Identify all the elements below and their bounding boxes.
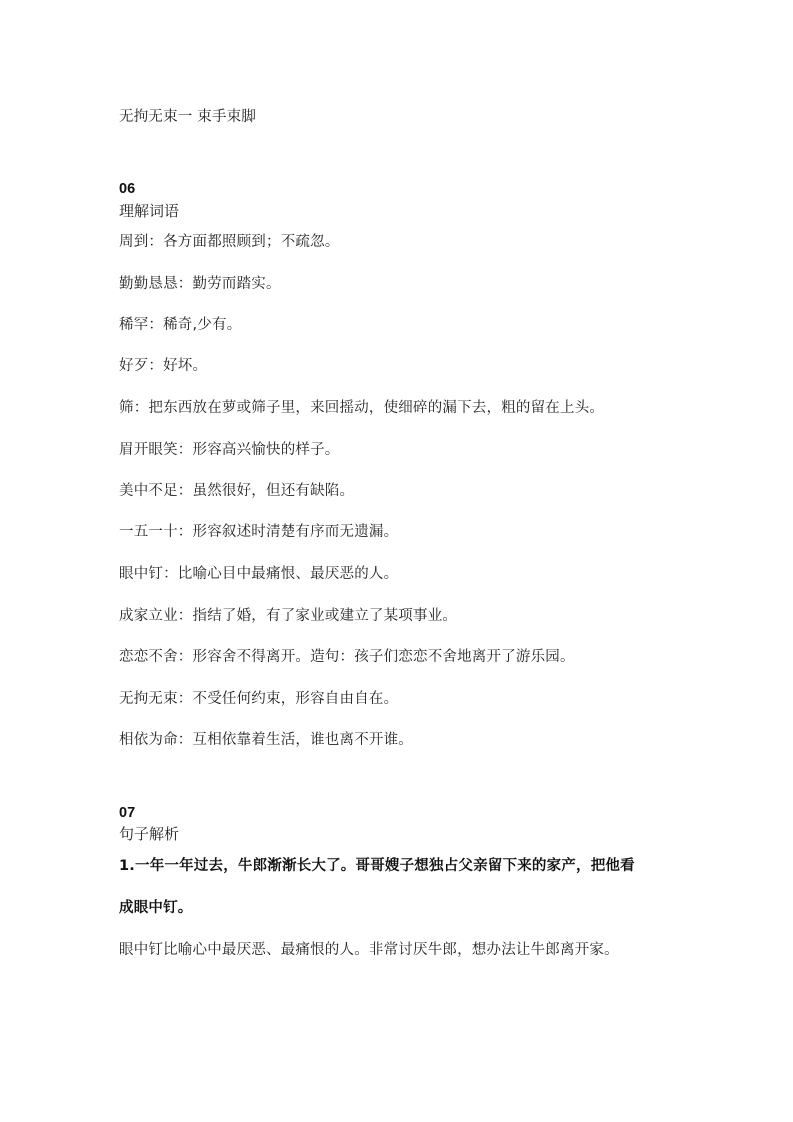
word-entry: 一五一十：形容叙述时清楚有序而无遗漏。 (119, 524, 399, 540)
word-entry: 稀罕：稀奇,少有。 (119, 317, 242, 333)
word-entry: 成家立业：指结了婚，有了家业或建立了某项事业。 (119, 608, 458, 624)
section-title-understand-words: 理解词语 (119, 202, 180, 220)
word-entry: 相依为命：互相依靠着生活，谁也离不开谁。 (119, 732, 413, 748)
word-entry: 勤勤恳恳：勤劳而踏实。 (119, 276, 281, 292)
word-entry: 美中不足：虽然很好，但还有缺陷。 (119, 483, 355, 499)
word-entry: 眼中钉：比喻心目中最痛恨、最厌恶的人。 (119, 566, 399, 582)
section-number-06: 06 (119, 181, 136, 197)
word-entry: 眉开眼笑：形容高兴愉快的样子。 (119, 442, 340, 458)
word-entry: 恋恋不舍：形容舍不得离开。造句：孩子们恋恋不舍地离开了游乐园。 (119, 649, 575, 665)
word-entry: 周到：各方面都照顾到；不疏忽。 (119, 234, 340, 250)
section-number-07: 07 (119, 805, 136, 821)
section-title-sentence-analysis: 句子解析 (119, 825, 180, 843)
sentence-line: 1.一年一年过去，牛郎渐渐长大了。哥哥嫂子想独占父亲留下来的家产，把他看 (119, 858, 635, 874)
sentence-explanation: 眼中钉比喻心中最厌恶、最痛恨的人。非常讨厌牛郎，想办法让牛郎离开家。 (119, 942, 619, 958)
word-entry: 无拘无束：不受任何约束，形容自由自在。 (119, 691, 399, 707)
intro-line: 无拘无束一 束手束脚 (119, 109, 257, 125)
word-entry: 筛：把东西放在萝或筛子里，来回摇动，使细碎的漏下去，粗的留在上头。 (119, 400, 605, 416)
sentence-line: 成眼中钉。 (119, 900, 193, 916)
word-entry: 好歹：好坏。 (119, 358, 208, 374)
